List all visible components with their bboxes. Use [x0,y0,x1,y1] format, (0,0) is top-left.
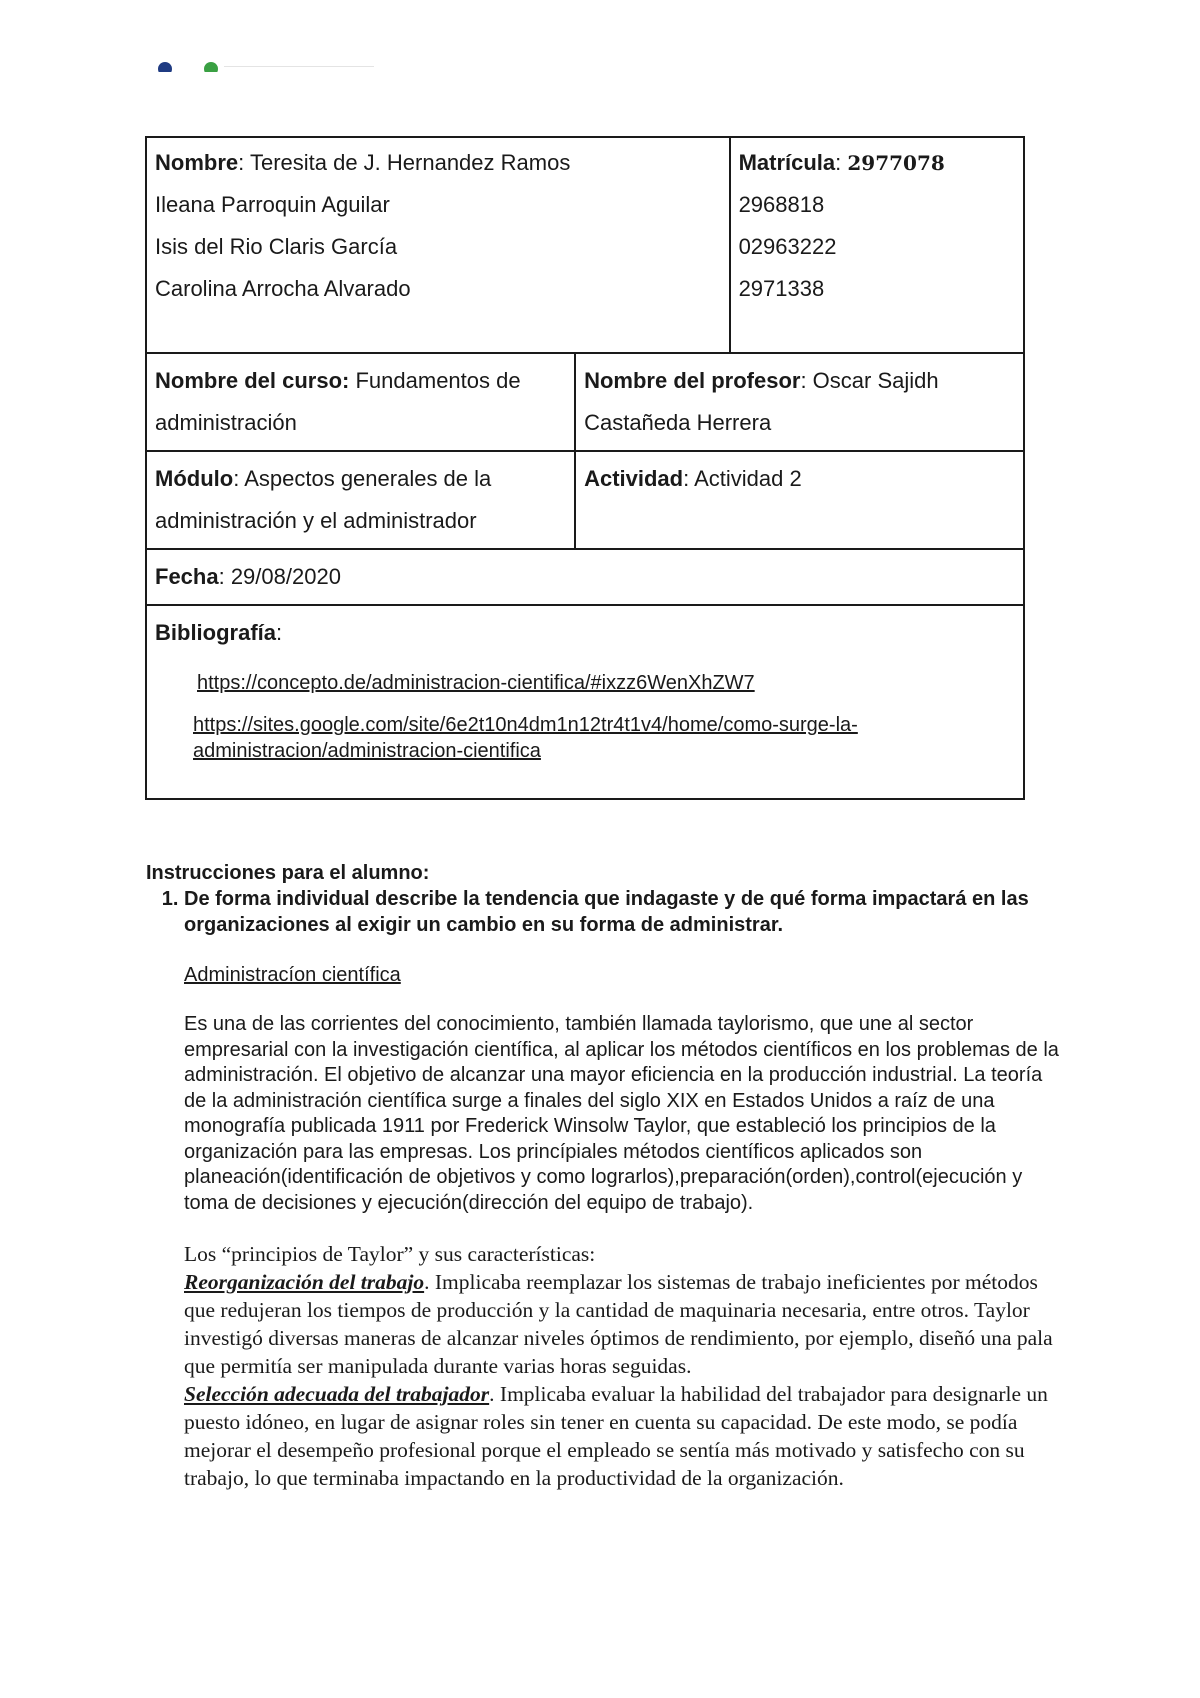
fecha-cell [146,549,1024,605]
section-content [184,962,1066,1492]
matricula-line-1 [739,142,1015,184]
bibliografia-colon: : [276,620,283,645]
principle-1-text: . Implicaba reemplazar los sistemas de trabajo ineficientes por métodos que redujeran los tiempos de producción y la cantidad de maquinaria necesaria, entre otros. Taylor investigó diversas maneras de alcanzar niveles óptimos de rendimiento, por ejemplo, diseñó una pala que permitía ser manipulada durante varias horas seguidas. [184,1270,1053,1378]
instructions-heading: Instrucciones para el alumno: [146,862,430,884]
bibliografia-link-2[interactable]: https://sites.google.com/site/6e2t10n4dm1n12tr4t1v4/home/como-surge-la-administracion/administracion-cientifica [193,714,858,762]
matricula-line-4: 2971338 [738,276,825,301]
profesor-label: Nombre del profesor [584,368,801,393]
principle-2-text: . Implicaba evaluar la habilidad del trabajador para designarle un puesto idóneo, en lugar de asignar roles sin tener en cuenta su capacidad. De este modo, se podía mejorar el desempeño profesional porque el empleado se sentía más motivado y satisfecho con su trabajo, lo que terminaba impactando en la productividad de la organización. [184,1382,1048,1490]
nombre-label: Nombre [155,150,239,175]
student-line-2: Ileana Parroquin Aguilar [155,192,390,217]
actividad-label: Actividad [584,466,684,491]
actividad-value: : Actividad 2 [683,466,802,491]
section-title: Administracíon científica [184,964,401,986]
bibliografia-cell [146,605,1024,799]
curso-label: Nombre del curso: [155,368,350,393]
fecha-label: Fecha [155,564,219,589]
profesor-cell [575,353,1024,451]
student-line-1 [155,142,721,184]
student-line-4: Carolina Arrocha Alvarado [155,276,411,301]
profesor-value: : Oscar Sajidh Castañeda Herrera [584,368,939,435]
principle-2-term: Selección adecuada del trabajador [184,1382,490,1406]
modulo-cell [146,451,575,549]
instruction-item-1: 1. De forma individual describe la tendencia que indagaste y de qué forma impactará en las organizaciones al exigir un cambio en su forma de administrar. [184,886,1066,938]
matricula-cell [730,137,1024,353]
fecha-value: : 29/08/2020 [218,564,341,589]
nombre-value: : Teresita de J. Hernandez Ramos [238,150,571,175]
logo-rule [224,66,374,67]
matricula-line-2: 2968818 [738,192,825,217]
principle-1-term: Reorganización del trabajo [184,1270,425,1294]
principles-block [184,1240,1066,1492]
bibliografia-heading [155,612,1015,654]
principles-intro: Los “principios de Taylor” y sus características: [184,1242,596,1266]
student-line-3: Isis del Rio Claris García [155,234,398,259]
principle-1 [184,1268,1066,1380]
curso-value: Fundamentos de administración [155,368,521,435]
actividad-cell [575,451,1024,549]
document-body [146,860,1066,1492]
modulo-value: : Aspectos generales de la administración y el administrador [155,466,492,533]
matricula-line-3: 02963222 [738,234,837,259]
matricula-value-1: 2977078 [847,151,945,175]
students-cell [146,137,730,353]
logo-mark-green [204,62,218,72]
bibliografia-label: Bibliografía [155,620,277,645]
matricula-colon: : [835,150,848,175]
header-table [145,136,1025,800]
curso-cell [146,353,575,451]
modulo-label: Módulo [155,466,234,491]
bibliografia-list [155,654,1015,792]
logo [158,56,378,72]
logo-mark-blue [158,62,172,72]
principle-2 [184,1380,1066,1492]
matricula-label: Matrícula [738,150,836,175]
bibliografia-link-1[interactable]: https://concepto.de/administracion-cientifica/#ixzz6WenXhZW7 [197,672,755,694]
instructions-list [146,886,1066,938]
section-intro-paragraph: Es una de las corrientes del conocimiento, también llamada taylorismo, que une al sector empresarial con la investigación científica, al aplicar los métodos científicos en los problemas de la administración. El objetivo de alcanzar una mayor eficiencia en la producción industrial. La teoría de la administración científica surge a finales del siglo XIX en Estados Unidos a raíz de una monografía publicada 1911 por Frederick Winsolw Taylor, que estableció los principios de la organización para las empresas. Los princípiales métodos científicos aplicados son planeación(identificación de objetivos y como lograrlos),preparación(orden),control(ejecución y toma de decisiones y ejecución(dirección del equipo de trabajo). [184,1013,1059,1214]
